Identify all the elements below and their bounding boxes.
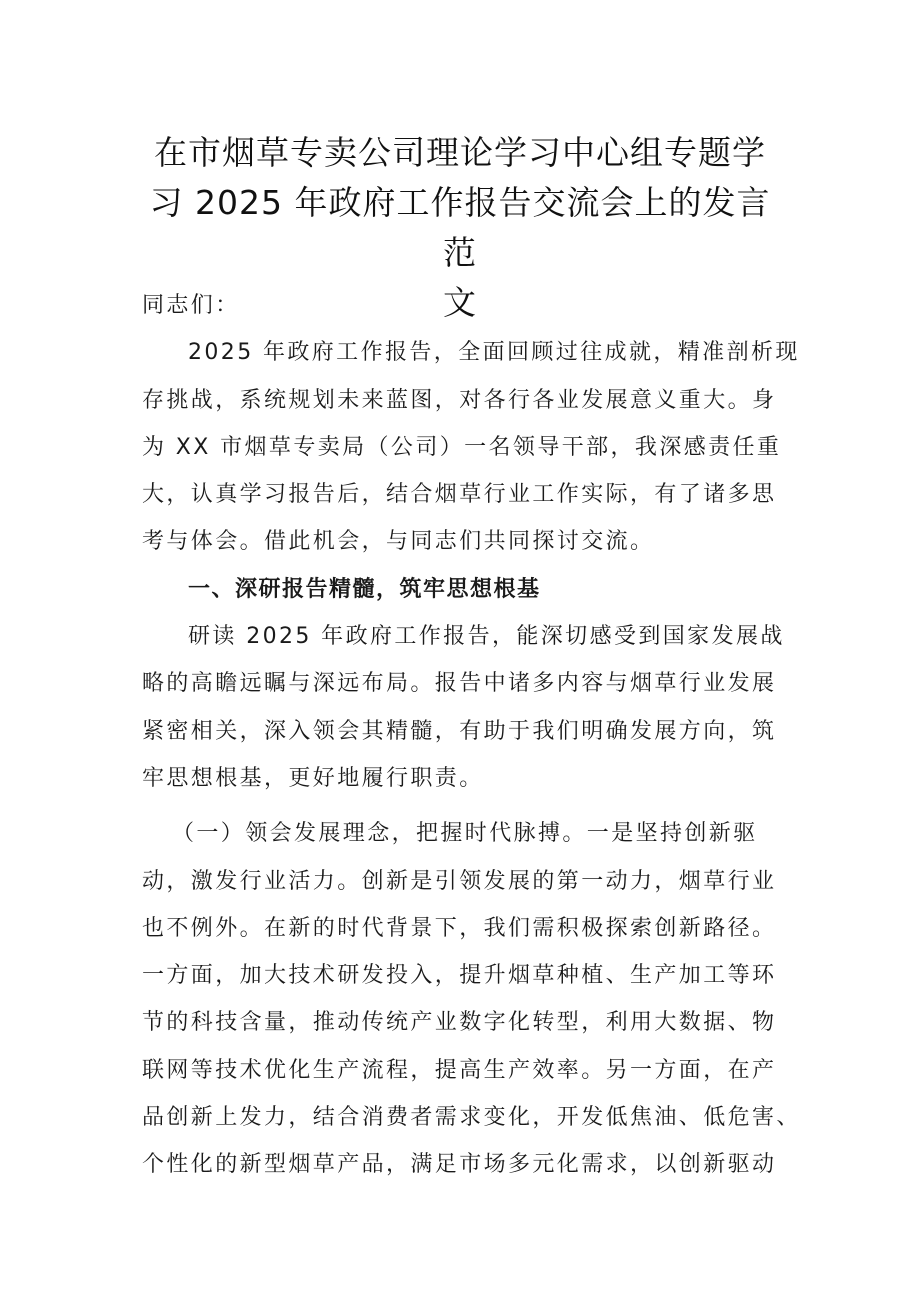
paragraph-line: 牢思想根基，更好地履行职责。 xyxy=(142,765,484,791)
paragraph-line: 2025 年政府工作报告，全面回顾过往成就，精准剖析现 xyxy=(188,340,800,366)
paragraph-line: 略的高瞻远瞩与深远布局。报告中诸多内容与烟草行业发展 xyxy=(142,671,777,697)
paragraph-line: 紧密相关，深入领会其精髓，有助于我们明确发展方向，筑 xyxy=(142,718,777,744)
paragraph-line: 也不例外。在新的时代背景下，我们需积极探索创新路径。 xyxy=(142,915,777,941)
title-line-2: 习 2025 年政府工作报告交流会上的发言范 xyxy=(149,183,771,272)
paragraph-line: 个性化的新型烟草产品，满足市场多元化需求，以创新驱动 xyxy=(142,1152,777,1178)
paragraph-line: 为 XX 市烟草专卖局（公司）一名领导干部，我深感责任重 xyxy=(142,434,782,460)
paragraph-line: 大，认真学习报告后，结合烟草行业工作实际，有了诸多思 xyxy=(142,482,777,508)
paragraph-line: 存挑战，系统规划未来蓝图，对各行各业发展意义重大。身 xyxy=(142,387,777,413)
subsection-paragraph xyxy=(142,810,802,1188)
document-body xyxy=(142,282,802,1189)
intro-paragraph xyxy=(142,329,802,565)
paragraph-line: 考与体会。借此机会，与同志们共同探讨交流。 xyxy=(142,529,655,555)
paragraph-line: 品创新上发力，结合消费者需求变化，开发低焦油、低危害、 xyxy=(142,1105,801,1131)
salutation: 同志们： xyxy=(142,293,240,318)
title-line-1: 在市烟草专卖公司理论学习中心组专题学 xyxy=(154,133,766,172)
paragraph-line: 动，激发行业活力。创新是引领发展的第一动力，烟草行业 xyxy=(142,868,777,894)
title-line-3: 文 xyxy=(443,283,477,322)
section-heading: 一、深研报告精髓，筑牢思想根基 xyxy=(188,576,541,602)
paragraph-line: （一）领会发展理念，把握时代脉搏。一是坚持创新驱 xyxy=(172,821,758,847)
paragraph-line: 一方面，加大技术研发投入，提升烟草种植、生产加工等环 xyxy=(142,963,777,989)
paragraph-line: 研读 2025 年政府工作报告，能深切感受到国家发展战 xyxy=(188,624,785,650)
paragraph-line: 联网等技术优化生产流程，提高生产效率。另一方面，在产 xyxy=(142,1057,777,1083)
paragraph-line: 节的科技含量，推动传统产业数字化转型，利用大数据、物 xyxy=(142,1010,777,1036)
section-paragraph xyxy=(142,613,802,802)
